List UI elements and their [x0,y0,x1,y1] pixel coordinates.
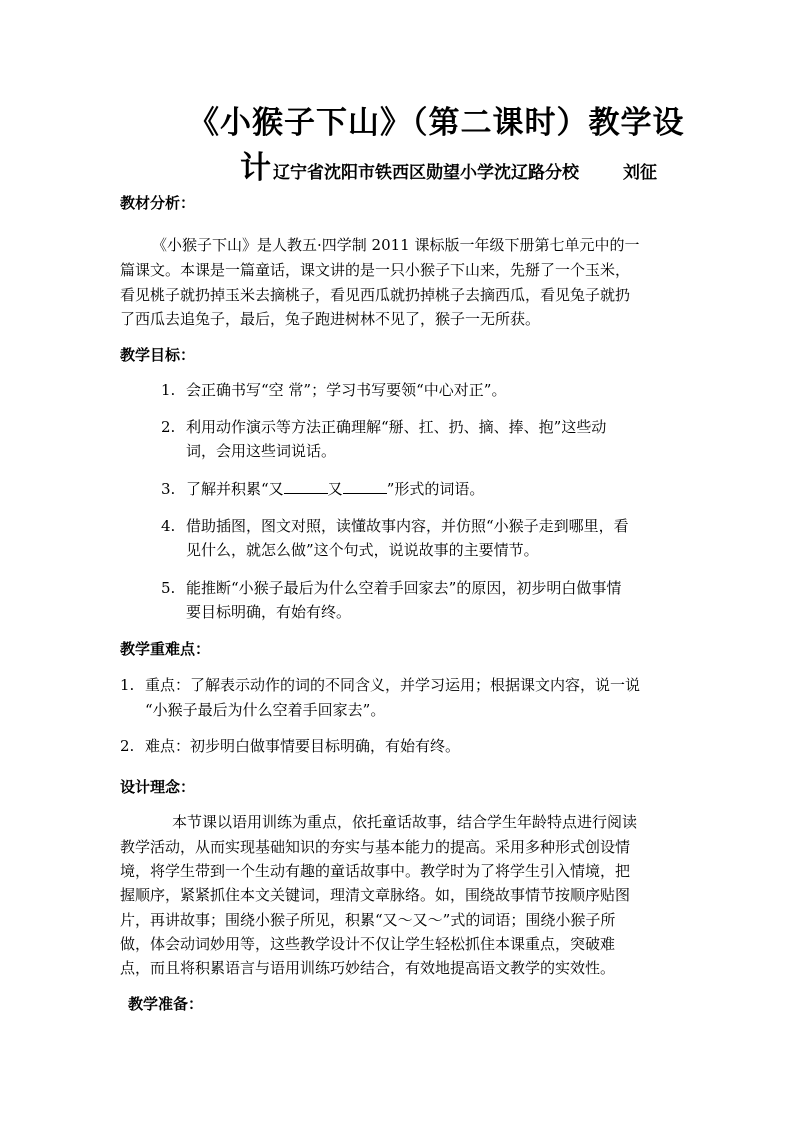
goal-text: 能推断“小猴子最后为什么空着手回家去”的原因，初步明白做事情 [186,579,622,597]
key-point-item-1 [120,673,680,725]
heading-teaching-preparation: 教学准备： [128,995,204,1013]
key-point-text: 难点：初步明白做事情要目标明确，有始有终。 [145,737,461,755]
concept-line-5: 片，再讲故事；围绕小猴子所见，积累“又～又～”式的词语；围绕小猴子所 [120,911,616,929]
goal-text: 借助插图，图文对照，读懂故事内容，并仿照“小猴子走到哪里，看 [186,517,629,535]
concept-line-2: 教学活动，从而实现基础知识的夯实与基本能力的提高。采用多种形式创设情 [120,838,631,856]
concept-line-1: 本节课以语用训练为重点，依托童话故事，结合学生年龄特点进行阅读 [172,813,638,831]
goal-number: 1. [161,381,176,399]
goal-number: 2. [161,418,176,436]
key-point-number: 1. [120,676,135,694]
key-point-number: 2. [120,737,135,755]
heading-key-difficult-points: 教学重难点： [120,640,211,658]
fill-blank [284,479,328,494]
material-line-1: 《小猴子下山》是人教五·四学制 2011 课标版一年级下册第七单元中的一 [152,236,640,254]
goal-number: 4. [161,517,176,535]
goal-number: 5. [161,579,176,597]
goal-item-3 [161,477,681,503]
key-point-text: 重点：了解表示动作的词的不同含义，并学习运用；根据课文内容，说一说 [145,676,641,694]
author-name: 刘征 [623,163,657,183]
concept-line-4: 握顺序，紧紧抓住本文关键词，理清文章脉络。如，围绕故事情节按顺序贴图 [120,886,631,904]
material-line-3: 看见桃子就扔掉玉米去摘桃子，看见西瓜就扔掉桃子去摘西瓜，看见兔子就扔 [120,286,631,304]
concept-line-3: 境，将学生带到一个生动有趣的童话故事中。教学时为了将学生引入情境，把 [120,862,631,880]
heading-teaching-goals: 教学目标： [120,346,196,364]
goal-item-1 [161,378,681,404]
title-last-char: 计 [240,150,271,186]
goal-text: 要目标明确，有始有终。 [186,603,352,621]
concept-line-7: 点，而且将积累语言与语用训练巧妙结合，有效地提高语文教学的实效性。 [120,959,616,977]
fill-blank [343,479,387,494]
document-title-continuation [240,142,657,187]
goal-text: 了解并积累“又 又 ”形式的词语。 [186,480,485,498]
key-point-item-2 [120,734,680,760]
key-point-text: “小猴子最后为什么空着手回家去”。 [145,701,386,719]
concept-line-6: 做，体会动词妙用等，这些教学设计不仅让学生轻松抓住本课重点，突破难 [120,935,616,953]
goal-item-4 [161,514,681,566]
material-line-4: 了西瓜去追兔子，最后，兔子跑进树林不见了，猴子一无所获。 [120,310,541,328]
goal-item-2 [161,415,681,467]
material-line-2: 篇课文。本课是一篇童话，课文讲的是一只小猴子下山来，先掰了一个玉米， [120,261,631,279]
author-school: 辽宁省沈阳市铁西区勋望小学沈辽路分校 [273,163,579,183]
goal-text: 词，会用这些词说话。 [186,442,337,460]
heading-material-analysis: 教材分析： [120,194,196,212]
goal-text: 会正确书写“空 常”；学习书写要领“中心对正”。 [186,381,507,399]
goal-number: 3. [161,480,176,498]
goal-text: 见什么，就怎么做”这个句式，说说故事的主要情节。 [186,541,539,559]
goal-item-5 [161,576,681,628]
heading-design-concept: 设计理念： [120,778,196,796]
goal-text: 利用动作演示等方法正确理解“掰、扛、扔、摘、捧、抱”这些动 [186,418,607,436]
document-title: 《小猴子下山》（第二课时）教学设 [188,105,685,141]
